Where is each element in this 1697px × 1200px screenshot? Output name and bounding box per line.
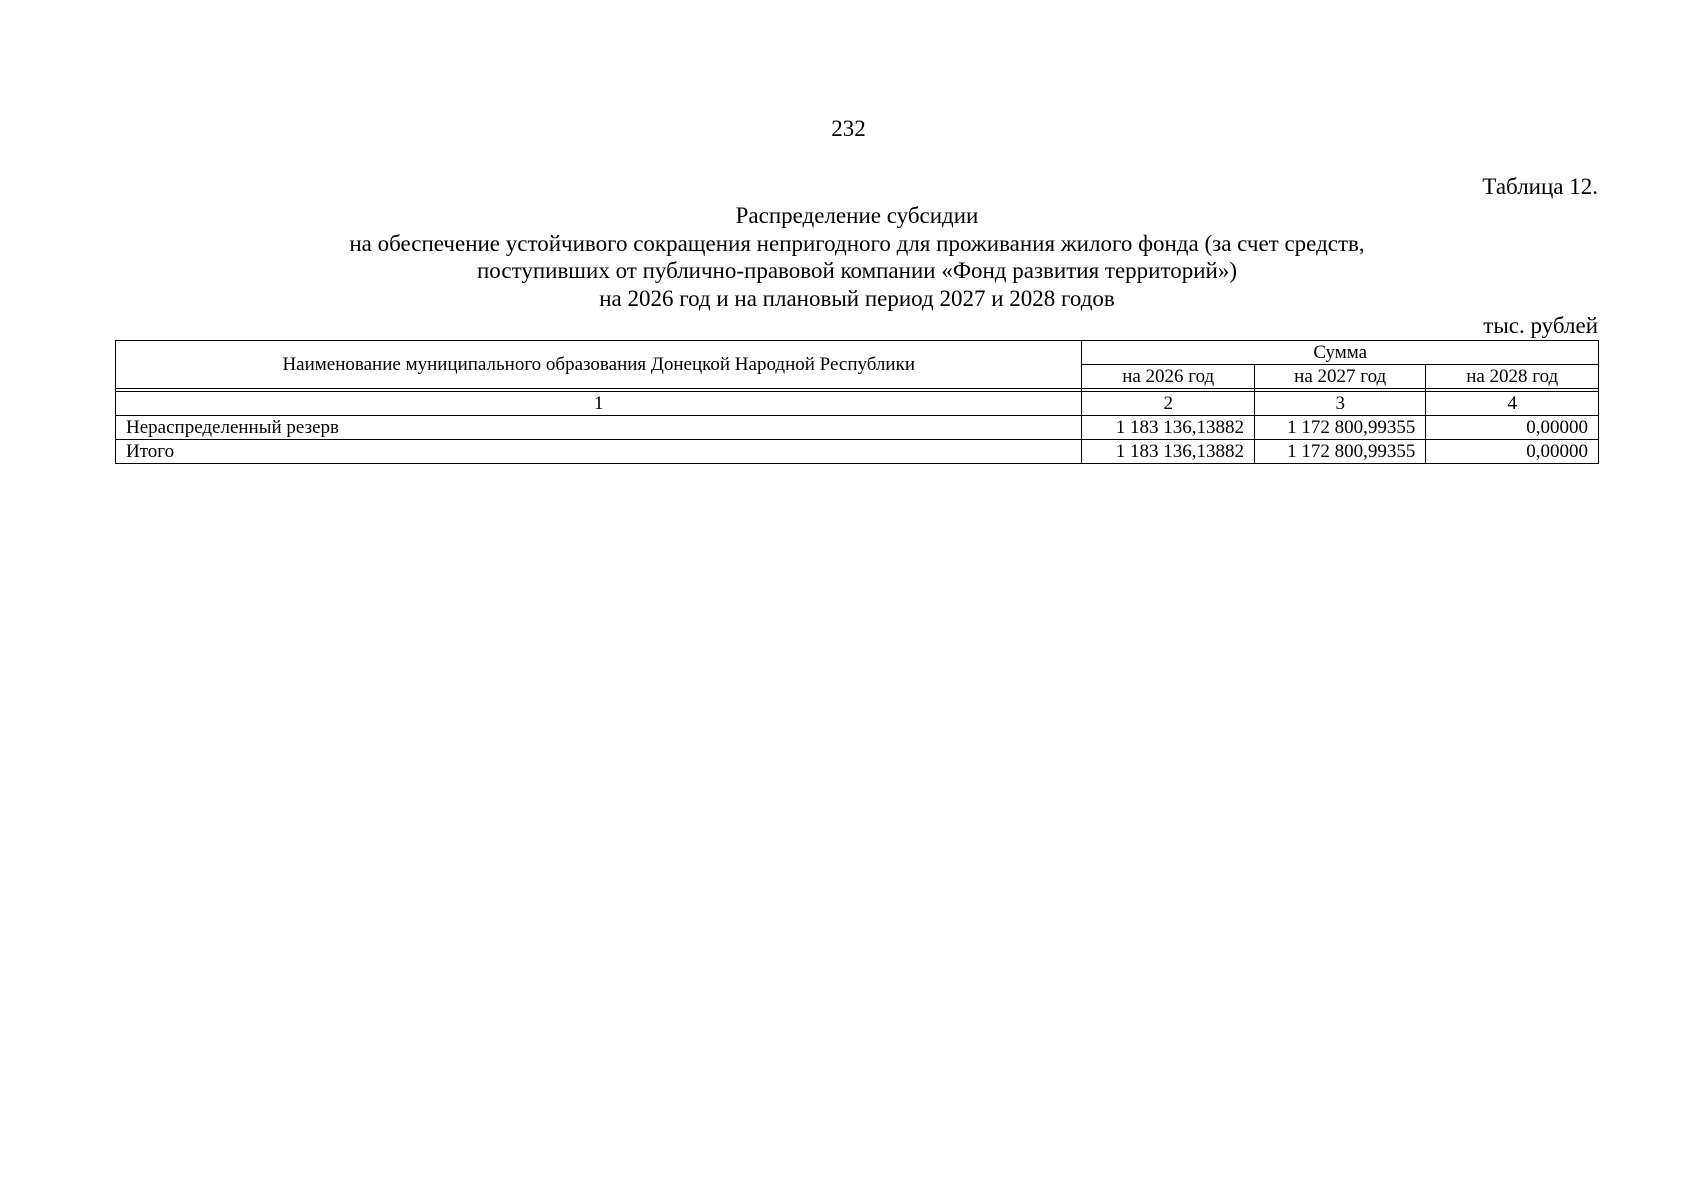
header-row: [116, 341, 1599, 365]
value-2026: 1 183 136,13882: [1082, 440, 1255, 464]
title-line: поступивших от публично-правовой компании «Фонд развития территорий»): [476, 258, 1237, 283]
page-number: 232: [831, 116, 866, 141]
units-label: тыс. рублей: [1483, 313, 1598, 338]
table-label: Таблица 12.: [1482, 174, 1598, 199]
value-2027: 1 172 800,99355: [1254, 416, 1425, 440]
column-number: 2: [1082, 392, 1255, 416]
document-title: [116, 202, 1598, 312]
title-line: Распределение субсидии: [735, 203, 979, 228]
header-year-2027: на 2027 год: [1254, 365, 1425, 389]
header-municipality: Наименование муниципального образования Донецкой Народной Республики: [116, 341, 1082, 389]
title-line: на обеспечение устойчивого сокращения непригодного для проживания жилого фонда (за счет средств,: [349, 230, 1365, 256]
table-row-total: [116, 440, 1599, 464]
header-sum: Сумма: [1082, 341, 1599, 365]
column-number-row: [116, 392, 1599, 416]
header-year-2028: на 2028 год: [1426, 365, 1599, 389]
title-line: на 2026 год и на плановый период 2027 и 2028 годов: [599, 285, 1115, 311]
value-2028: 0,00000: [1426, 440, 1599, 464]
column-number: 3: [1254, 392, 1425, 416]
subsidy-table: [115, 340, 1599, 464]
header-year-2026: на 2026 год: [1082, 365, 1255, 389]
value-2028: 0,00000: [1426, 416, 1599, 440]
column-number: 4: [1426, 392, 1599, 416]
table-row: [116, 416, 1599, 440]
row-name: Итого: [116, 440, 1082, 464]
column-number: 1: [116, 392, 1082, 416]
value-2027: 1 172 800,99355: [1254, 440, 1425, 464]
row-name: Нераспределенный резерв: [116, 416, 1082, 440]
value-2026: 1 183 136,13882: [1082, 416, 1255, 440]
